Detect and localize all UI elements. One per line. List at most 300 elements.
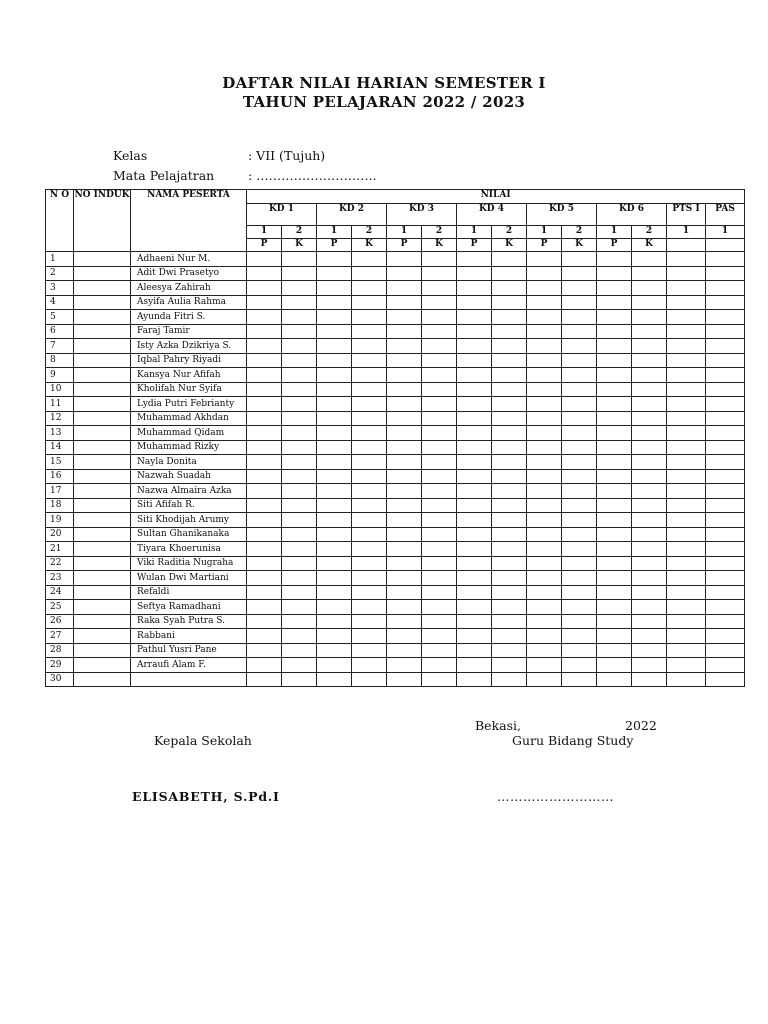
cell-nama: Tiyara Khoerunisa (131, 542, 247, 557)
cell-grade (597, 672, 632, 687)
header-sub-number: 1 (247, 226, 282, 239)
cell-no: 23 (46, 571, 74, 586)
cell-no: 30 (46, 672, 74, 687)
cell-grade (667, 252, 706, 267)
cell-grade (597, 455, 632, 470)
cell-grade (527, 353, 562, 368)
cell-grade (562, 339, 597, 354)
cell-grade (667, 266, 706, 281)
signature-place: Bekasi, (475, 718, 521, 733)
cell-grade (282, 658, 317, 673)
cell-no-induk (74, 426, 131, 441)
header-sub-pk: P (317, 239, 352, 252)
cell-grade (457, 252, 492, 267)
guru-label: Guru Bidang Study (512, 733, 634, 748)
guru-name: ……………………… (497, 789, 614, 804)
cell-grade (632, 295, 667, 310)
cell-grade (706, 542, 745, 557)
cell-grade (492, 513, 527, 528)
cell-grade (562, 571, 597, 586)
cell-grade (282, 513, 317, 528)
cell-grade (352, 484, 387, 499)
cell-grade (562, 498, 597, 513)
table-row (46, 281, 745, 296)
cell-grade (632, 513, 667, 528)
table-row (46, 643, 745, 658)
cell-nama: Adit Dwi Prasetyo (131, 266, 247, 281)
cell-grade (492, 252, 527, 267)
header-sub-pk: K (562, 239, 597, 252)
cell-grade (492, 368, 527, 383)
cell-grade (387, 571, 422, 586)
cell-no-induk (74, 368, 131, 383)
cell-grade (492, 455, 527, 470)
cell-grade (667, 382, 706, 397)
cell-nama: Ayunda Fitri S. (131, 310, 247, 325)
cell-grade (597, 629, 632, 644)
cell-grade (562, 484, 597, 499)
cell-grade (667, 527, 706, 542)
header-sub-pk: P (247, 239, 282, 252)
cell-grade (492, 295, 527, 310)
cell-grade (317, 324, 352, 339)
cell-grade (492, 469, 527, 484)
cell-no: 11 (46, 397, 74, 412)
cell-grade (317, 571, 352, 586)
cell-grade (457, 440, 492, 455)
cell-grade (282, 455, 317, 470)
cell-nama: Seftya Ramadhani (131, 600, 247, 615)
cell-grade (247, 252, 282, 267)
cell-grade (317, 600, 352, 615)
cell-grade (706, 368, 745, 383)
cell-grade (457, 513, 492, 528)
cell-grade (457, 600, 492, 615)
cell-grade (282, 295, 317, 310)
cell-grade (317, 411, 352, 426)
cell-grade (597, 368, 632, 383)
cell-grade (667, 498, 706, 513)
cell-grade (247, 411, 282, 426)
cell-grade (457, 542, 492, 557)
cell-grade (282, 382, 317, 397)
table-row (46, 614, 745, 629)
cell-grade (667, 295, 706, 310)
cell-no: 8 (46, 353, 74, 368)
cell-grade (247, 382, 282, 397)
cell-grade (317, 614, 352, 629)
cell-nama: Viki Raditia Nugraha (131, 556, 247, 571)
cell-grade (597, 469, 632, 484)
cell-grade (492, 542, 527, 557)
cell-grade (667, 310, 706, 325)
cell-grade (352, 600, 387, 615)
cell-grade (247, 397, 282, 412)
cell-grade (667, 426, 706, 441)
cell-grade (457, 324, 492, 339)
cell-grade (457, 426, 492, 441)
cell-grade (247, 295, 282, 310)
table-row (46, 556, 745, 571)
cell-grade (667, 324, 706, 339)
cell-grade (282, 411, 317, 426)
cell-grade (706, 310, 745, 325)
cell-grade (562, 324, 597, 339)
header-sub-number: 2 (422, 226, 457, 239)
cell-grade (387, 324, 422, 339)
header-nama-peserta: NAMA PESERTA (131, 190, 247, 252)
cell-grade (247, 426, 282, 441)
cell-no-induk (74, 498, 131, 513)
cell-no: 5 (46, 310, 74, 325)
cell-grade (527, 411, 562, 426)
cell-grade (352, 310, 387, 325)
cell-grade (282, 397, 317, 412)
cell-grade (282, 498, 317, 513)
cell-grade (352, 440, 387, 455)
cell-grade (422, 484, 457, 499)
cell-grade (247, 527, 282, 542)
cell-grade (492, 658, 527, 673)
cell-grade (527, 527, 562, 542)
cell-grade (352, 455, 387, 470)
cell-grade (457, 397, 492, 412)
cell-grade (527, 266, 562, 281)
cell-grade (422, 368, 457, 383)
cell-grade (387, 455, 422, 470)
cell-grade (387, 614, 422, 629)
cell-grade (706, 571, 745, 586)
cell-grade (667, 397, 706, 412)
cell-grade (422, 585, 457, 600)
cell-no-induk (74, 382, 131, 397)
cell-grade (632, 629, 667, 644)
cell-grade (422, 295, 457, 310)
cell-grade (282, 672, 317, 687)
cell-grade (247, 556, 282, 571)
cell-nama: Kholifah Nur Syifa (131, 382, 247, 397)
table-row (46, 600, 745, 615)
cell-grade (247, 585, 282, 600)
cell-grade (247, 339, 282, 354)
cell-grade (562, 600, 597, 615)
cell-grade (492, 266, 527, 281)
header-pas: PAS (706, 204, 745, 226)
header-sub-number: 1 (597, 226, 632, 239)
cell-grade (527, 310, 562, 325)
cell-nama: Aleesya Zahirah (131, 281, 247, 296)
cell-grade (562, 527, 597, 542)
cell-grade (632, 542, 667, 557)
cell-grade (667, 556, 706, 571)
cell-grade (317, 426, 352, 441)
table-row (46, 498, 745, 513)
cell-nama: Faraj Tamir (131, 324, 247, 339)
cell-grade (632, 426, 667, 441)
cell-grade (597, 571, 632, 586)
cell-grade (706, 440, 745, 455)
cell-grade (457, 556, 492, 571)
cell-grade (317, 498, 352, 513)
cell-nama: Nayla Donita (131, 455, 247, 470)
cell-grade (317, 440, 352, 455)
cell-grade (247, 484, 282, 499)
cell-no-induk (74, 614, 131, 629)
cell-grade (667, 368, 706, 383)
cell-grade (282, 339, 317, 354)
cell-grade (387, 426, 422, 441)
cell-grade (562, 426, 597, 441)
cell-grade (422, 469, 457, 484)
cell-grade (282, 469, 317, 484)
table-row (46, 571, 745, 586)
cell-grade (247, 368, 282, 383)
cell-grade (492, 643, 527, 658)
cell-grade (387, 310, 422, 325)
cell-grade (352, 643, 387, 658)
table-row (46, 368, 745, 383)
cell-no-induk (74, 658, 131, 673)
cell-grade (457, 455, 492, 470)
cell-no-induk (74, 513, 131, 528)
cell-grade (492, 484, 527, 499)
cell-grade (387, 353, 422, 368)
table-row (46, 353, 745, 368)
cell-grade (667, 469, 706, 484)
cell-grade (597, 324, 632, 339)
cell-grade (282, 527, 317, 542)
cell-grade (247, 542, 282, 557)
cell-no: 12 (46, 411, 74, 426)
cell-grade (422, 498, 457, 513)
kepala-sekolah-label: Kepala Sekolah (154, 733, 252, 748)
cell-grade (457, 310, 492, 325)
cell-grade (527, 600, 562, 615)
cell-grade (352, 397, 387, 412)
cell-no: 25 (46, 600, 74, 615)
cell-grade (562, 643, 597, 658)
header-sub-number: 2 (632, 226, 667, 239)
cell-nama: Wulan Dwi Martiani (131, 571, 247, 586)
cell-grade (632, 556, 667, 571)
cell-grade (457, 571, 492, 586)
cell-grade (562, 368, 597, 383)
cell-nama: Pathul Yusri Pane (131, 643, 247, 658)
cell-grade (457, 353, 492, 368)
cell-grade (317, 542, 352, 557)
header-sub-number: 1 (667, 226, 706, 239)
cell-grade (632, 469, 667, 484)
table-row (46, 484, 745, 499)
cell-grade (247, 600, 282, 615)
cell-grade (457, 614, 492, 629)
cell-grade (317, 556, 352, 571)
cell-grade (562, 513, 597, 528)
cell-grade (317, 252, 352, 267)
cell-nama: Nazwah Suadah (131, 469, 247, 484)
cell-grade (632, 281, 667, 296)
cell-grade (352, 252, 387, 267)
cell-grade (527, 643, 562, 658)
cell-grade (352, 556, 387, 571)
cell-grade (597, 382, 632, 397)
cell-grade (632, 382, 667, 397)
cell-grade (387, 498, 422, 513)
cell-grade (706, 455, 745, 470)
cell-grade (597, 513, 632, 528)
cell-grade (492, 411, 527, 426)
cell-grade (562, 658, 597, 673)
cell-grade (632, 455, 667, 470)
cell-grade (562, 397, 597, 412)
cell-grade (282, 585, 317, 600)
cell-grade (527, 484, 562, 499)
cell-grade (247, 614, 282, 629)
cell-grade (562, 629, 597, 644)
cell-no-induk (74, 643, 131, 658)
cell-grade (597, 426, 632, 441)
header-pts: PTS I (667, 204, 706, 226)
cell-grade (562, 310, 597, 325)
header-sub-pk: K (352, 239, 387, 252)
cell-grade (352, 513, 387, 528)
cell-nama: Rabbani (131, 629, 247, 644)
cell-grade (247, 469, 282, 484)
cell-grade (706, 382, 745, 397)
cell-no: 16 (46, 469, 74, 484)
cell-no: 4 (46, 295, 74, 310)
header-sub-pk: K (492, 239, 527, 252)
cell-grade (317, 310, 352, 325)
cell-grade (632, 368, 667, 383)
cell-no: 29 (46, 658, 74, 673)
cell-grade (667, 629, 706, 644)
table-row (46, 585, 745, 600)
cell-grade (422, 252, 457, 267)
cell-no-induk (74, 339, 131, 354)
table-row (46, 629, 745, 644)
cell-grade (667, 614, 706, 629)
cell-no-induk (74, 672, 131, 687)
cell-grade (457, 527, 492, 542)
header-kd: KD 6 (597, 204, 667, 226)
header-sub-pk: K (422, 239, 457, 252)
cell-grade (317, 339, 352, 354)
cell-nama: Muhammad Qidam (131, 426, 247, 441)
cell-grade (457, 295, 492, 310)
cell-no-induk (74, 527, 131, 542)
cell-grade (706, 614, 745, 629)
cell-nama: Nazwa Almaira Azka (131, 484, 247, 499)
grades-table (45, 189, 745, 687)
cell-grade (562, 382, 597, 397)
cell-grade (352, 527, 387, 542)
cell-no: 18 (46, 498, 74, 513)
cell-no: 7 (46, 339, 74, 354)
cell-grade (317, 527, 352, 542)
cell-grade (282, 440, 317, 455)
cell-grade (282, 324, 317, 339)
cell-grade (352, 266, 387, 281)
cell-grade (457, 469, 492, 484)
cell-no-induk (74, 266, 131, 281)
header-sub-pk: K (282, 239, 317, 252)
cell-no-induk (74, 397, 131, 412)
cell-grade (706, 600, 745, 615)
cell-grade (632, 252, 667, 267)
cell-grade (562, 411, 597, 426)
cell-no: 28 (46, 643, 74, 658)
cell-grade (282, 426, 317, 441)
cell-grade (562, 585, 597, 600)
cell-grade (597, 643, 632, 658)
cell-nama: Muhammad Rizky (131, 440, 247, 455)
cell-no: 14 (46, 440, 74, 455)
cell-grade (457, 484, 492, 499)
cell-grade (387, 295, 422, 310)
table-row (46, 672, 745, 687)
cell-grade (562, 295, 597, 310)
cell-grade (422, 440, 457, 455)
cell-no-induk (74, 556, 131, 571)
cell-grade (422, 266, 457, 281)
cell-grade (492, 571, 527, 586)
cell-no-induk (74, 469, 131, 484)
cell-grade (422, 658, 457, 673)
cell-grade (706, 266, 745, 281)
cell-grade (527, 672, 562, 687)
cell-no: 17 (46, 484, 74, 499)
cell-nama (131, 672, 247, 687)
cell-grade (352, 295, 387, 310)
cell-grade (562, 614, 597, 629)
cell-grade (422, 571, 457, 586)
cell-no-induk (74, 252, 131, 267)
cell-grade (282, 368, 317, 383)
cell-grade (706, 411, 745, 426)
cell-grade (632, 266, 667, 281)
cell-nama: Muhammad Akhdan (131, 411, 247, 426)
cell-no: 20 (46, 527, 74, 542)
header-sub-number: 2 (282, 226, 317, 239)
cell-grade (387, 368, 422, 383)
cell-grade (527, 542, 562, 557)
cell-grade (247, 643, 282, 658)
cell-grade (632, 324, 667, 339)
cell-grade (422, 310, 457, 325)
cell-grade (667, 643, 706, 658)
cell-grade (632, 600, 667, 615)
cell-no: 21 (46, 542, 74, 557)
cell-grade (352, 542, 387, 557)
header-sub-pk: P (457, 239, 492, 252)
cell-grade (422, 397, 457, 412)
cell-grade (422, 411, 457, 426)
cell-grade (352, 382, 387, 397)
cell-grade (352, 498, 387, 513)
cell-grade (457, 368, 492, 383)
cell-grade (352, 585, 387, 600)
cell-grade (457, 382, 492, 397)
header-sub-number: 1 (527, 226, 562, 239)
header-kd: KD 1 (247, 204, 317, 226)
cell-grade (632, 484, 667, 499)
cell-grade (527, 455, 562, 470)
cell-grade (282, 571, 317, 586)
cell-grade (317, 368, 352, 383)
cell-grade (597, 600, 632, 615)
cell-no-induk (74, 310, 131, 325)
